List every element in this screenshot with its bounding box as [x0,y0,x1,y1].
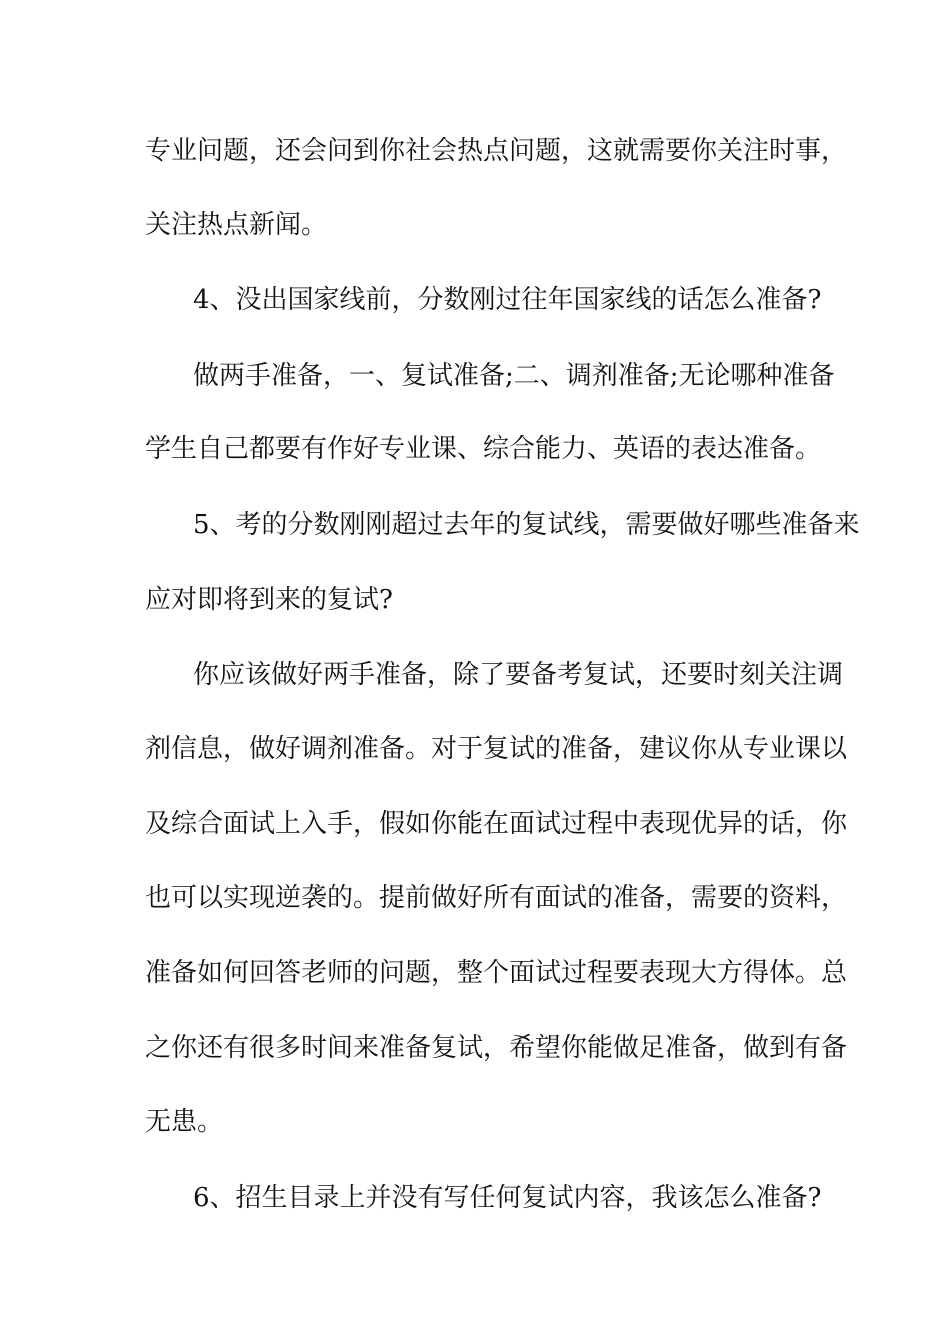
question-heading-continued: 应对即将到来的复试? [145,585,393,615]
paragraph-line: 及综合面试上入手，假如你能在面试过程中表现优异的话，你 [145,809,848,839]
paragraph-line: 你应该做好两手准备，除了要备考复试，还要时刻关注调 [193,660,844,690]
paragraph-line: 关注热点新闻。 [145,210,328,240]
paragraph-line: 学生自己都要有作好专业课、综合能力、英语的表达准备。 [145,434,822,464]
paragraph-line: 剂信息，做好调剂准备。对于复试的准备，建议你从专业课以 [145,734,848,764]
paragraph-line: 做两手准备，一、复试准备;二、调剂准备;无论哪种准备 [193,361,835,391]
paragraph-line: 专业问题，还会问到你社会热点问题，这就需要你关注时事， [145,136,848,166]
paragraph-line: 之你还有很多时间来准备复试，希望你能做足准备，做到有备 [145,1033,848,1063]
paragraph-line: 准备如何回答老师的问题，整个面试过程要表现大方得体。总 [145,958,848,988]
question-heading: 6、招生目录上并没有写任何复试内容，我该怎么准备? [193,1183,822,1213]
question-heading: 4、没出国家线前，分数刚过往年国家线的话怎么准备? [193,285,822,315]
paragraph-line: 也可以实现逆袭的。提前做好所有面试的准备，需要的资料， [145,883,848,913]
paragraph-line: 无患。 [145,1107,224,1137]
question-heading: 5、考的分数刚刚超过去年的复试线，需要做好哪些准备来 [193,510,860,540]
